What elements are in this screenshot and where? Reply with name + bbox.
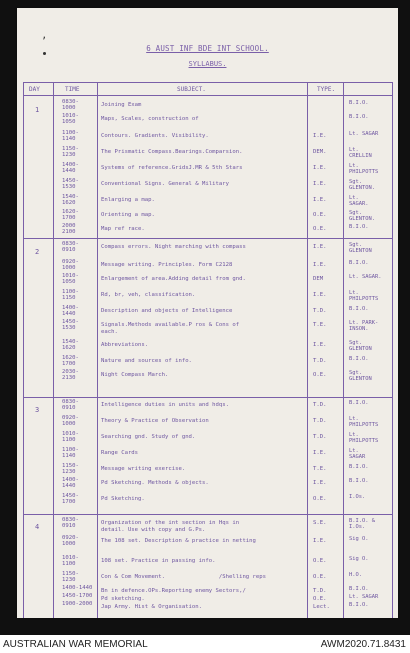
session-time: 1540- 1620: [62, 194, 79, 207]
session-instructor: B.I.O.: [349, 356, 369, 362]
session-time: 1400- 1440: [62, 162, 79, 175]
session-time: 1100- 1140: [62, 447, 79, 460]
session-instructor: Lt. SAGAR: [349, 448, 366, 460]
session-subject: Pd Sketching. Methods & objects.: [101, 480, 209, 486]
archive-footer: [0, 635, 410, 653]
session-subject: Conventional Signs. General & Military: [101, 181, 229, 187]
session-subject: Searching gnd. Study of gnd.: [101, 434, 196, 440]
day-number: 3: [35, 406, 40, 414]
session-type: I.E.: [313, 292, 327, 298]
session-type: T.D.: [313, 434, 327, 440]
session-subject: Description and objects of Intelligence: [101, 308, 233, 314]
session-type: O.E.: [313, 574, 327, 580]
session-type: T.D.: [313, 402, 327, 408]
session-instructor: Lt. SAGAR: [349, 594, 379, 600]
session-instructor: B.I.O. & I.Os.: [349, 518, 375, 530]
document-page: [17, 8, 398, 618]
session-subject: Map ref race.: [101, 226, 145, 232]
session-type: T.E.: [313, 322, 327, 328]
session-instructor: B.I.O.: [349, 602, 369, 608]
session-subject: Enlarging a map.: [101, 197, 155, 203]
session-time: 1450- 1530: [62, 319, 79, 332]
day-separator: [23, 397, 392, 398]
session-subject: Message writing exercise.: [101, 466, 186, 472]
session-instructor: Lt. PHILPOTTS: [349, 432, 379, 444]
session-time: 1010- 1050: [62, 113, 79, 126]
session-time: 1450- 1530: [62, 178, 79, 191]
session-type: T.D.: [313, 358, 327, 364]
session-type: O.E.: [313, 596, 327, 602]
session-type: I.E.: [313, 165, 327, 171]
session-instructor: B.I.O.: [349, 260, 369, 266]
day-number: 2: [35, 248, 40, 256]
session-type: O.E.: [313, 558, 327, 564]
session-instructor: B.I.O.: [349, 586, 369, 592]
session-instructor: Sgt. GLENTON: [349, 242, 372, 254]
session-time: 1620- 1700: [62, 209, 79, 222]
session-time: 1540- 1620: [62, 339, 79, 352]
session-instructor: Sig O.: [349, 556, 369, 562]
session-type: I.E.: [313, 244, 327, 250]
session-type: I.E.: [313, 450, 327, 456]
session-subject: Systems of reference.GridsJ.MR & 5th Stars: [101, 165, 243, 171]
session-subject: Night Compass March.: [101, 372, 169, 378]
column-header-subject: SUBJECT.: [177, 86, 206, 93]
session-subject: Pd Sketching.: [101, 496, 145, 502]
session-subject: Nature and sources of info.: [101, 358, 192, 364]
session-instructor: Lt. SAGAR.: [349, 195, 369, 207]
session-time: 1100- 1140: [62, 130, 79, 143]
session-type: O.E.: [313, 226, 327, 232]
column-header-time: TIME: [65, 86, 80, 93]
session-type: Lect.: [313, 604, 330, 610]
session-subject: Pd sketching.: [101, 596, 145, 602]
session-type: I.E.: [313, 480, 327, 486]
session-type: O.E.: [313, 372, 327, 378]
session-time: 0920- 1000: [62, 259, 79, 272]
pencil-mark: ʼ: [41, 36, 48, 47]
session-subject: Organization of the int section in Hqs in detail. Use with copy and G.Ps.: [101, 520, 240, 533]
session-time: 1010- 1100: [62, 555, 79, 568]
session-subject: Theory & Practice of Observation: [101, 418, 209, 424]
day-number: 1: [35, 106, 40, 114]
session-time: 1010- 1050: [62, 273, 79, 286]
session-time: 1150- 1230: [62, 571, 79, 584]
table-left-rule: [23, 82, 24, 618]
session-time: 0830- 1000: [62, 99, 79, 112]
session-time: 1010- 1100: [62, 431, 79, 444]
footer-institution: AUSTRALIAN WAR MEMORIAL: [3, 639, 148, 650]
session-time: 1620- 1700: [62, 355, 79, 368]
session-instructor: H.O.: [349, 572, 362, 578]
session-subject: 108 set. Practice in passing info.: [101, 558, 216, 564]
session-type: I.E.: [313, 262, 327, 268]
session-time: 0830- 0910: [62, 517, 79, 530]
session-instructor: Lt. PARK- INSON.: [349, 320, 379, 332]
session-instructor: Lt. CRELLIN: [349, 147, 372, 159]
session-instructor: B.I.O.: [349, 306, 369, 312]
session-subject: Signals.Methods available.P ros & Cons of each.: [101, 322, 240, 335]
session-type: I.E.: [313, 133, 327, 139]
session-time: 0830- 0910: [62, 399, 79, 412]
session-subject: Enlargement of area.Adding detail from gnd.: [101, 276, 246, 282]
session-subject: Jap Army. Hist & Organisation.: [101, 604, 203, 610]
session-time: 1900-2000: [62, 601, 93, 607]
session-type: DEM: [313, 276, 324, 282]
session-time: 1100- 1150: [62, 289, 79, 302]
day-number: 4: [35, 523, 40, 531]
session-instructor: Sig O.: [349, 536, 369, 542]
session-subject: Maps, Scales, construction of: [101, 116, 199, 122]
session-instructor: Sgt. GLENTON.: [349, 179, 375, 191]
session-time: 1450- 1700: [62, 493, 79, 506]
session-instructor: B.I.O.: [349, 100, 369, 106]
session-time: 1400- 1440: [62, 477, 79, 490]
session-type: O.E.: [313, 496, 327, 502]
day-column-rule: [53, 82, 54, 618]
session-subject: Intelligence duties in units and hdqs.: [101, 402, 229, 408]
session-type: S.E.: [313, 520, 327, 526]
day-separator: [23, 514, 392, 515]
session-instructor: Lt. SAGAR.: [349, 274, 382, 280]
session-subject: Rd, br, veh, classification.: [101, 292, 196, 298]
session-subject: Abbreviations.: [101, 342, 149, 348]
session-subject: Contours. Gradients. Visibility.: [101, 133, 209, 139]
session-time: 1150- 1230: [62, 463, 79, 476]
session-type: T.D.: [313, 588, 327, 594]
document-title: 6 AUST INF BDE INT SCHOOL.: [146, 44, 269, 53]
session-type: T.D.: [313, 418, 327, 424]
session-instructor: B.I.O.: [349, 478, 369, 484]
session-subject: Con & Com Movement. /Shelling reps: [101, 574, 267, 580]
session-subject: Orienting a map.: [101, 212, 155, 218]
table-top-rule: [23, 82, 392, 83]
session-subject: The 108 set. Description & practice in netting: [101, 538, 256, 544]
column-header-day: DAY: [29, 86, 40, 93]
day-separator: [23, 238, 392, 239]
session-instructor: B.I.O.: [349, 400, 369, 406]
table-header-rule: [23, 95, 392, 96]
session-time: 0830- 0910: [62, 241, 79, 254]
session-instructor: B.I.O.: [349, 114, 369, 120]
session-instructor: Sgt. GLENTON.: [349, 210, 375, 222]
session-time: 1450-1700: [62, 593, 93, 599]
session-instructor: Sgt. GLENTON: [349, 370, 372, 382]
session-subject: The Prismatic Compass.Bearings.Comparsion.: [101, 149, 243, 155]
session-time: 0920- 1000: [62, 415, 79, 428]
session-type: T.E.: [313, 466, 327, 472]
session-instructor: Lt. PHILPOTTS: [349, 163, 379, 175]
session-subject: Compass errors. Night marching with compass: [101, 244, 246, 250]
type-column-rule: [343, 82, 344, 618]
session-subject: Bn in defence.OPs.Reporting enemy Sectors,/: [101, 588, 246, 594]
document-subtitle: SYLLABUS.: [188, 60, 227, 68]
session-instructor: B.I.O.: [349, 224, 369, 230]
session-subject: Range Cards: [101, 450, 139, 456]
session-type: I.E.: [313, 342, 327, 348]
session-instructor: Lt. SAGAR: [349, 131, 379, 137]
session-subject: Joining Exam: [101, 102, 142, 108]
session-time: 2000 2100: [62, 223, 76, 236]
session-instructor: Lt. PHILPOTTS: [349, 416, 379, 428]
session-time: 0920- 1000: [62, 535, 79, 548]
column-header-type: TYPE.: [317, 86, 336, 93]
session-instructor: B.I.O.: [349, 464, 369, 470]
session-type: T.D.: [313, 308, 327, 314]
session-subject: Message writing. Principles. Form C2128: [101, 262, 233, 268]
session-type: I.E.: [313, 181, 327, 187]
footer-catalogue-number: AWM2020.71.8431: [320, 639, 406, 650]
session-instructor: Lt. PHILPOTTS: [349, 290, 379, 302]
session-instructor: I.Os.: [349, 494, 366, 500]
session-time: 1150- 1230: [62, 146, 79, 159]
session-type: I.E.: [313, 538, 327, 544]
session-time: 1400- 1440: [62, 305, 79, 318]
session-type: I.E.: [313, 197, 327, 203]
session-time: 1400-1440: [62, 585, 93, 591]
session-type: O.E.: [313, 212, 327, 218]
session-instructor: Sgt. GLENTON: [349, 340, 372, 352]
session-time: 2030- 2130: [62, 369, 79, 382]
session-type: DEM.: [313, 149, 327, 155]
